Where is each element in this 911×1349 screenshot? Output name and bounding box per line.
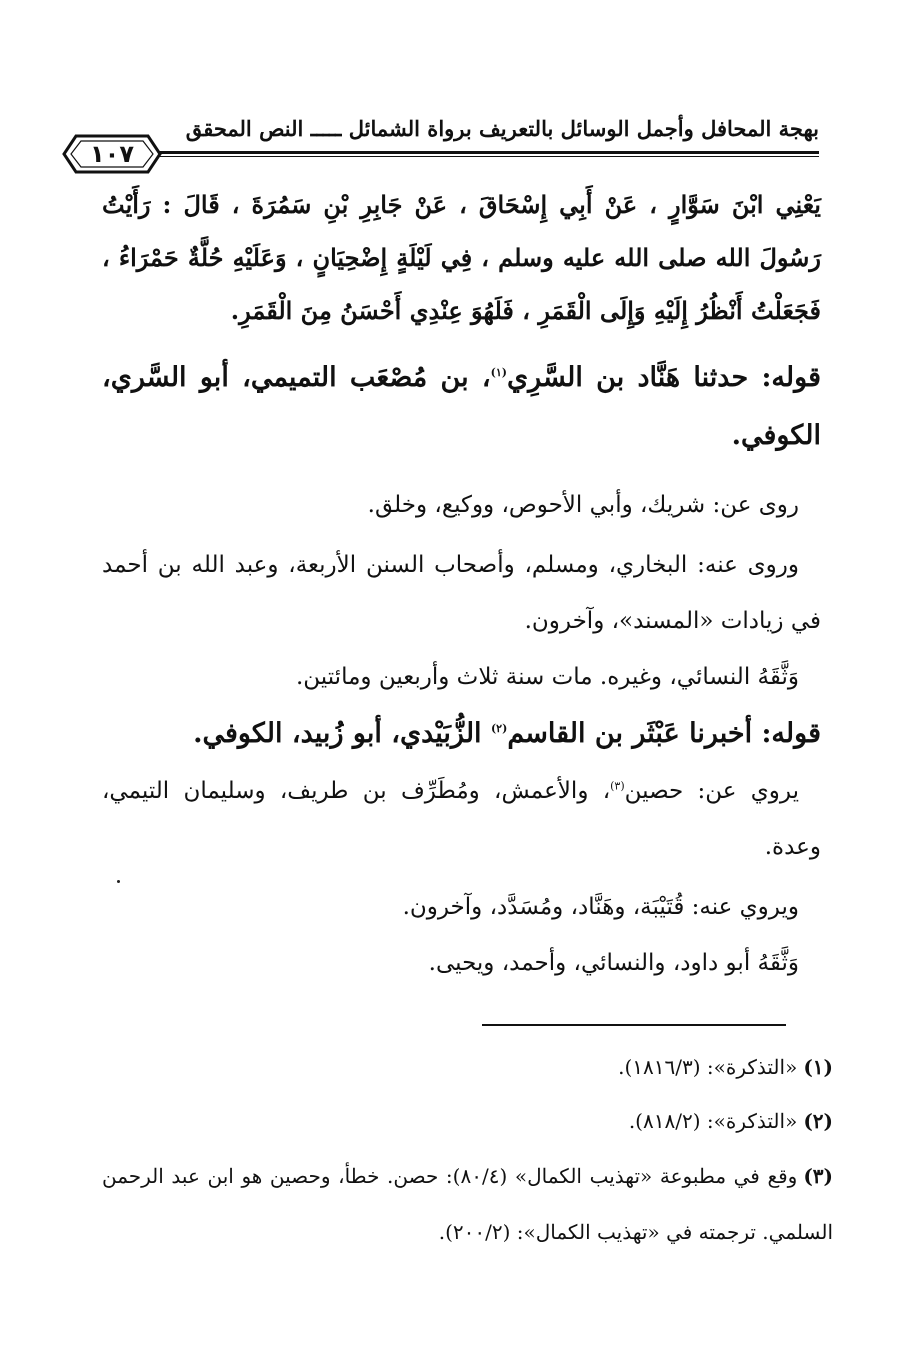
heading-2-text: قوله: أخبرنا عَبْثَر بن القاسم [507, 718, 821, 749]
heading-1-text: قوله: حدثنا هَنَّاد بن السَّرِي [507, 362, 821, 393]
grading-1: وَثَّقَهُ النسائي، وغيره. مات سنة ثلاث وأربعين ومائتين. [295, 664, 799, 690]
running-header-title: بهجة المحافل وأجمل الوسائل بالتعريف برواة الشمائل ـــــ النص المحقق [185, 116, 819, 141]
footnote-1 [102, 1040, 833, 1094]
running-header [62, 112, 819, 172]
ink-speck [117, 880, 120, 883]
footnotes [102, 1040, 833, 1260]
narrated-by-1: وروى عنه: البخاري، ومسلم، وأصحاب السنن الأربعة، وعبد الله بن أحمد في زيادات «المسند»، وآخرون. [102, 552, 821, 634]
header-rule [132, 151, 819, 154]
grading-2: وَثَّقَهُ أبو داود، والنسائي، وأحمد، ويحيى. [428, 950, 799, 976]
page-number: ١٠٧ [90, 140, 134, 168]
footnote-1-number: (١) [803, 1055, 833, 1079]
narrated-from-2-rest: ، والأعمش، ومُطَرِّف بن طريف، وسليمان التيمي، وعدة. [102, 778, 821, 860]
narrated-from-1: روى عن: شريك، وأبي الأحوص، ووكيع، وخلق. [367, 492, 799, 518]
footnote-3 [102, 1148, 833, 1260]
main-text [102, 178, 821, 991]
hadith-text: يَعْنِي ابْنَ سَوَّارٍ ، عَنْ أَبِي إِسْحَاقَ ، عَنْ جَابِرِ بْنِ سَمُرَةَ ، قَالَ : رَأَيْتُ رَسُولَ الله صلى الله عليه وسلم ، فِي لَيْلَةٍ إِضْحِيَانٍ ، وَعَلَيْهِ حُلَّةٌ حَمْرَاءُ ، فَجَعَلْتُ أَنْظُرُ إِلَيْهِ وَإِلَى الْقَمَرِ ، فَلَهُوَ عِنْدِي أَحْسَنُ مِنَ الْقَمَرِ. [102, 190, 821, 325]
narrated-by-2: ويروي عنه: قُتَيْبَة، وهَنَّاد، ومُسَدَّد، وآخرون. [402, 894, 799, 920]
footnote-2-text: «التذكرة»: (٨١٨/٢). [628, 1109, 798, 1133]
header-rule-thin [132, 156, 819, 157]
page-number-frame [62, 132, 162, 176]
footnote-marker-1: (١) [490, 366, 507, 379]
footnote-3-number: (٣) [803, 1164, 834, 1188]
footnote-2-number: (٢) [803, 1109, 833, 1133]
footnote-2 [102, 1094, 833, 1148]
footnote-marker-2: (٢) [490, 722, 508, 735]
heading-1-rest: ، بن مُصْعَب التميمي، أبو السَّري، الكوفي. [102, 362, 821, 451]
footnote-1-text: «التذكرة»: (١٨١٦/٣). [618, 1055, 798, 1079]
footnote-marker-3: (٣) [610, 779, 625, 793]
footnote-separator [482, 1024, 786, 1026]
heading-2-rest: الزُّبَيْدي، أبو زُبيد، الكوفي. [193, 718, 491, 749]
narrated-from-2-text: يروي عن: حصين [624, 778, 799, 804]
narrated-from-2 [102, 763, 821, 875]
narrator-heading-2 [102, 705, 821, 763]
narrator-heading-1 [102, 349, 821, 465]
footnote-3-text: وقع في مطبوعة «تهذيب الكمال» (٨٠/٤): حصن. خطأ، وحصين هو ابن عبد الرحمن السلمي. ترجمته في «تهذيب الكمال»: (٢٠٠/٢). [102, 1164, 833, 1244]
